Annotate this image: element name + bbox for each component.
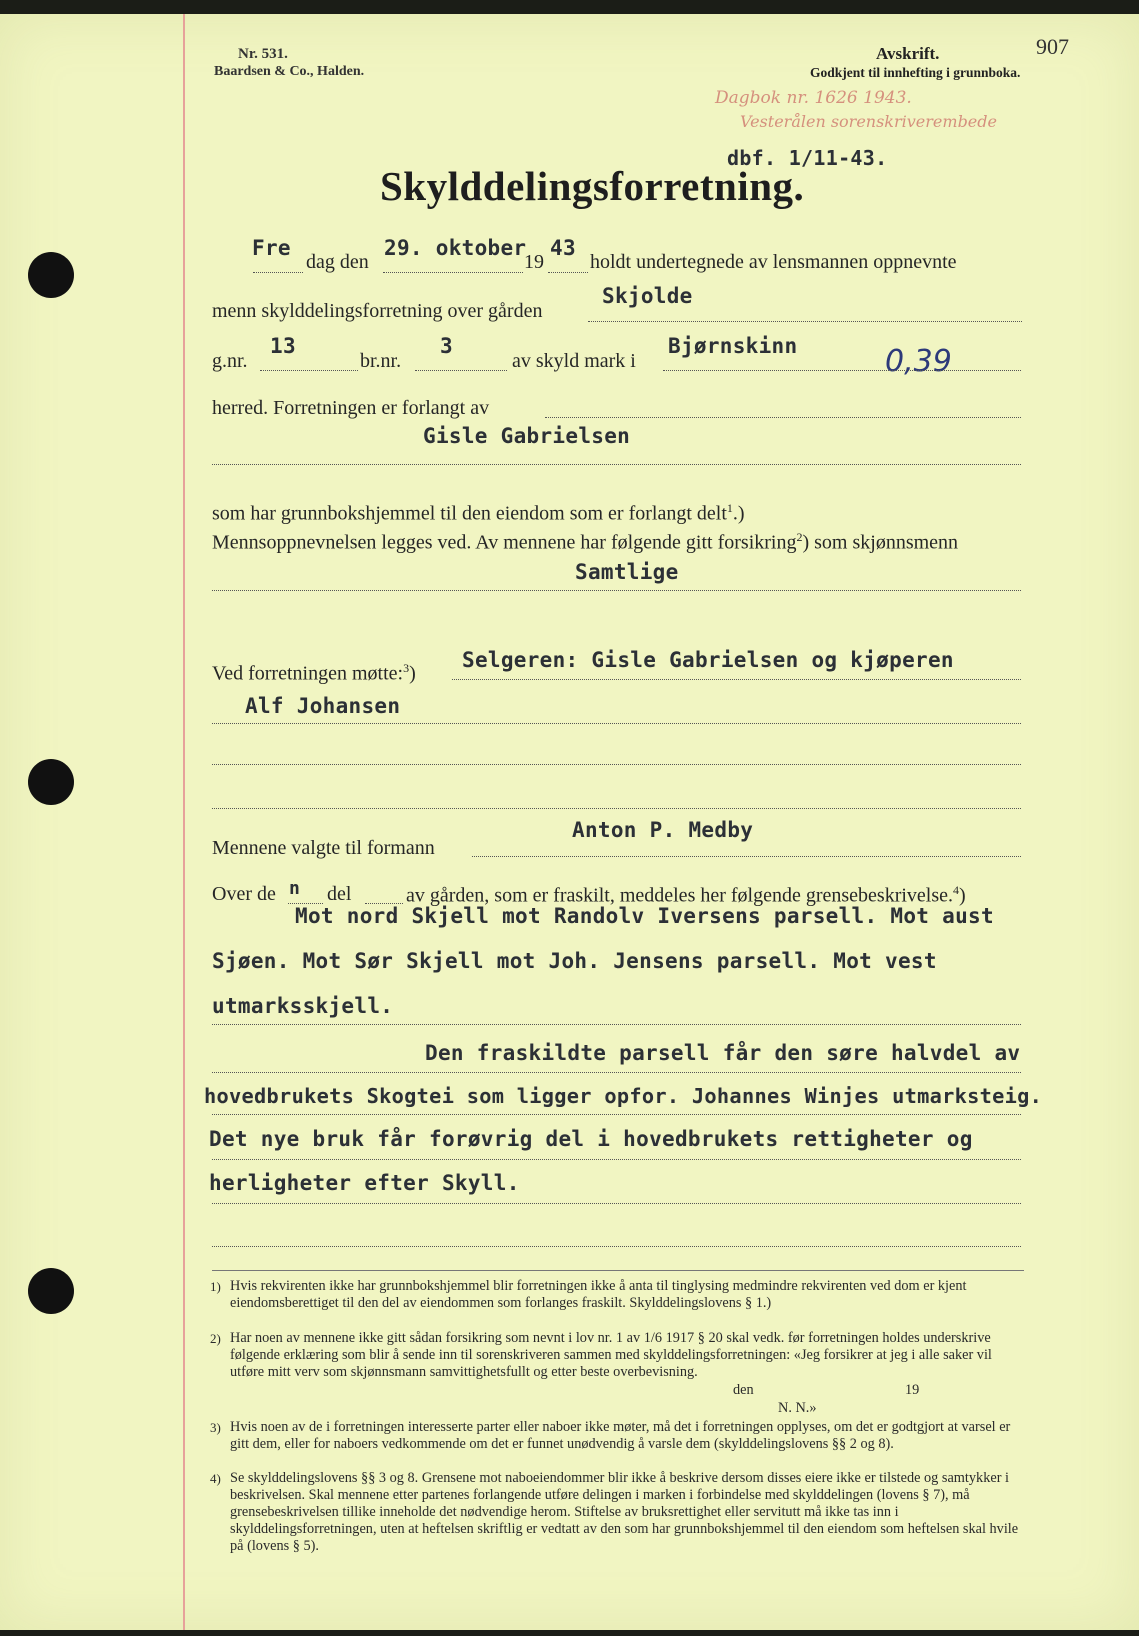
weekday: Fre	[252, 236, 291, 260]
page-number: 907	[1036, 34, 1069, 59]
attendees-label-text: Ved forretningen møtte:	[212, 662, 404, 685]
label-bnr: br.nr.	[360, 350, 402, 372]
weekday-line	[253, 272, 303, 273]
requester-name: Gisle Gabrielsen	[423, 424, 631, 448]
description-line-1: Mot nord Skjell mot Randolv Iversens parsell. Mot aust	[295, 904, 994, 928]
document-title: Skylddelingsforretning.	[380, 163, 805, 209]
appointment-tail: ) som skjønnsmenn	[802, 531, 959, 554]
label-gnr: g.nr.	[212, 350, 248, 372]
text-farm-label: menn skylddelingsforretning over gården	[212, 300, 543, 322]
sworn-line	[212, 590, 1021, 591]
text-appointment	[212, 530, 958, 555]
attendees-line-1: Selgeren: Gisle Gabrielsen og kjøperen	[462, 648, 954, 672]
year-line	[548, 272, 588, 273]
attendees-rule-4	[212, 808, 1021, 809]
municipality: Bjørnskinn	[668, 334, 798, 358]
copy-label: Avskrift.	[876, 44, 940, 63]
text-del: del	[327, 883, 352, 905]
footnote-2-year: 19	[905, 1382, 920, 1398]
over-den-suffix: n	[289, 878, 301, 899]
court-stamp: Vesterålen sorenskriverembede	[740, 112, 997, 131]
description-rule-4	[212, 1159, 1021, 1160]
gnr-value: 13	[270, 334, 296, 358]
year-prefix: 19	[524, 251, 544, 273]
bnr-value: 3	[440, 334, 453, 358]
attendees-line-2: Alf Johansen	[245, 694, 401, 718]
requester-line-1	[545, 417, 1021, 418]
description-line-5: hovedbrukets Skogtei som ligger opfor. Johannes Winjes utmarksteig.	[204, 1084, 1043, 1108]
footnote-3-number: 3)	[210, 1420, 221, 1435]
description-rule-1	[212, 1024, 1021, 1025]
attendees-rule-2	[212, 723, 1021, 724]
label-chairman: Mennene valgte til formann	[212, 837, 435, 859]
footnote-ref-3: 3	[403, 661, 410, 675]
description-rule-6	[212, 1246, 1021, 1247]
text-held: holdt undertegnede av lensmannen oppnevnte	[590, 251, 957, 273]
boundary-intro-tail: )	[959, 884, 966, 907]
footnote-ref-2: 2	[796, 530, 803, 544]
farm-line	[588, 321, 1022, 322]
approval-text: Godkjent til innhefting i grunnboka.	[810, 65, 1021, 80]
label-attendees	[212, 661, 416, 686]
gnr-line	[260, 370, 358, 371]
text-over-den: Over de	[212, 883, 276, 905]
margin-line	[183, 14, 185, 1630]
attendees-rule-1	[452, 679, 1021, 680]
sworn-men: Samtlige	[575, 560, 679, 584]
form-number: Nr. 531.	[238, 46, 288, 62]
registration-note: dbf. 1/11-43.	[727, 146, 888, 170]
description-rule-3	[212, 1114, 1021, 1115]
appointment-text: Mennsoppnevnelsen legges ved. Av mennene har følgende gitt forsikring	[212, 531, 797, 554]
farm-name: Skjolde	[602, 284, 693, 308]
label-skyld: av skyld mark i	[512, 350, 636, 372]
description-line-4: Den fraskildte parsell får den søre halvdel av	[425, 1041, 1021, 1065]
footnote-ref-1: 1	[726, 501, 733, 515]
year-typed: 43	[550, 236, 576, 260]
footnote-4-text: Se skylddelingslovens §§ 3 og 8. Grensene mot naboeiendommer blir ikke å beskrive dersom disses eiere ikke er tilstede og samtykker i beskrivelsen. Skal mennene etter partenes forlangende utføre delingen i marken i forbindelse med skylddelingen (lovens § 7), må grensebeskrivelsen tillike inneholde det nødvendige herom. Stiftelse av bruksrettighet eller servitutt må ikke tas inn i skylddelingsforretningen, uten at heftelsen skriftlig er vedtatt av den som har grunnbokshjemmel til den eiendom som heftelsen skal hvile på (lovens § 5).	[230, 1470, 1019, 1554]
text-requested-by: herred. Forretningen er forlangt av	[212, 397, 490, 419]
diary-stamp: Dagbok nr. 1626 1943.	[715, 88, 912, 108]
document-page	[0, 14, 1139, 1630]
date-typed: 29. oktober	[384, 236, 527, 260]
chairman-line	[472, 856, 1021, 857]
footnote-2-signature: N. N.»	[778, 1400, 817, 1416]
punch-hole-middle	[28, 759, 74, 805]
footnote-1-text: Hvis rekvirenten ikke har grunnbokshjemmel blir forretningen ikke å anta til tinglysing medmindre rekvirenten ved dom er kjent eiendomsberettiget til den del av eiendommen som forlanges fraskilt. Skylddelingslovens § 1.)	[230, 1278, 967, 1311]
title-holder-tail: .)	[732, 502, 745, 525]
title-holder-text: som har grunnbokshjemmel til den eiendom som er forlangt delt	[212, 502, 727, 525]
footnote-2-text: Har noen av mennene ikke gitt sådan forsikring som nevnt i lov nr. 1 av 1/6 1917 § 20 skal vedk. før forretningen holdes underskrive følgende erklæring som blir å sende inn til sorenskriveren sammen med skylddelingsforretningen: «Jeg forsikrer at jeg i alle saker vil utføre mitt verv som skjønnsmann samvittighetsfullt og etter beste overbevisning.	[230, 1330, 992, 1380]
text-title-holder	[212, 501, 745, 526]
bnr-line	[415, 370, 507, 371]
footnote-4-number: 4)	[210, 1471, 221, 1486]
footnote-ref-4: 4	[953, 883, 960, 897]
municipality-line	[663, 370, 1021, 371]
punch-hole-top	[28, 252, 74, 298]
footnote-1-number: 1)	[210, 1279, 221, 1294]
description-line-2: Sjøen. Mot Sør Skjell mot Joh. Jensens parsell. Mot vest	[212, 949, 937, 973]
description-line-6: Det nye bruk får forøvrig del i hovedbrukets rettigheter og	[209, 1127, 973, 1151]
footnote-2-den: den	[733, 1382, 754, 1398]
description-line-7: herligheter efter Skyll.	[209, 1171, 520, 1195]
punch-hole-bottom	[28, 1268, 74, 1314]
boundary-intro-text: av gården, som er fraskilt, meddeles her følgende grensebeskrivelse.	[406, 884, 954, 907]
skyld-value: 0,39	[885, 344, 952, 379]
printer-name: Baardsen & Co., Halden.	[214, 64, 365, 79]
description-rule-2	[212, 1072, 1021, 1073]
requester-line-2	[212, 464, 1021, 465]
attendees-label-tail: )	[409, 662, 416, 685]
description-line-3: utmarksskjell.	[212, 994, 394, 1018]
description-rule-5	[212, 1203, 1021, 1204]
footnote-2-number: 2)	[210, 1331, 221, 1346]
date-line	[383, 272, 523, 273]
footnote-3-text: Hvis noen av de i forretningen interesserte parter eller naboer ikke møter, må det i forretningen opplyses, om det er godtgjort at varsel er gitt dem, eller for naboers vedkommende om det er funnet unødvendig å varsle dem (skylddelingslovens §§ 2 og 8).	[230, 1419, 1011, 1452]
label-dag-den: dag den	[306, 251, 369, 273]
chairman-name: Anton P. Medby	[572, 818, 754, 842]
attendees-rule-3	[212, 764, 1021, 765]
footnote-separator	[212, 1270, 1024, 1271]
